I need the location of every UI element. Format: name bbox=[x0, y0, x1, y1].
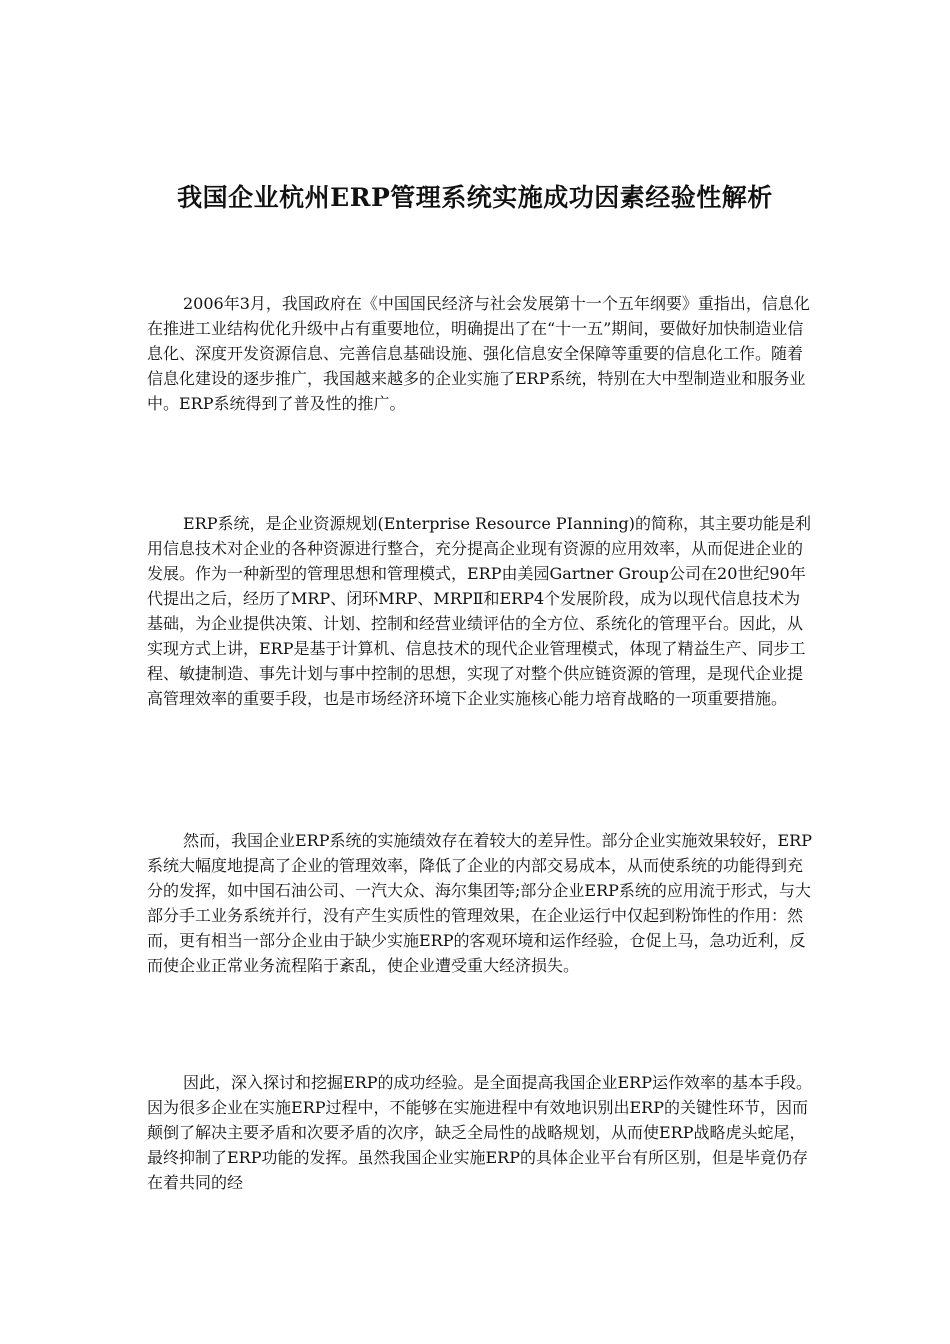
paragraph-performance-differences: 然而，我国企业ERP系统的实施绩效存在着较大的差异性。部分企业实施效果较好，ERP系统大幅度地提高了企业的管理效率，降低了企业的内部交易成本，从而使系统的功能得到充分的发挥，如中国石油公司、一汽大众、海尔集团等;部分企业ERP系统的应用流于形式，与大部分手工业务系统并行，没有产生实质性的管理效果，在企业运行中仅起到粉饰性的作用：然而，更有相当一部分企业由于缺少实施ERP的客观环境和运作经验，仓促上马，急功近利，反而使企业正常业务流程陷于紊乱，使企业遭受重大经济损失。 bbox=[147, 831, 812, 975]
paragraph-erp-definition: ERP系统，是企业资源规划(Enterprise Resource PIanning)的简称，其主要功能是利用信息技术对企业的各种资源进行整合，充分提高企业现有资源的应用效率，从而促进企业的发展。作为一种新型的管理思想和管理模式，ERP由美园Gartner Group公司在20世纪90年代提出之后，经历了MRP、闭环MRP、MRPⅡ和ERP4个发展阶段，成为以现代信息技术为基础，为企业提供决策、计划、控制和经营业绩评估的全方位、系统化的管理平台。因此，从实现方式上讲，ERP是基于计算机、信息技术的现代企业管理模式，体现了精益生产、同步工程、敏捷制造、事先计划与事中控制的思想，实现了对整个供应链资源的管理，是现代企业提高管理效率的重要手段，也是市场经济环境下企业实施核心能力培育战略的一项重要措施。 bbox=[147, 514, 812, 708]
paragraph-intro: 2006年3月，我国政府在《中国国民经济与社会发展第十一个五年纲要》重指出，信息化在推进工业结构优化升级中占有重要地位，明确提出了在“十一五”期间，要做好加快制造业信息化、深度开发资源信息、完善信息基础设施、强化信息安全保障等重要的信息化工作。随着信息化建设的逐步推广，我国越来越多的企业实施了ERP系统，特别在大中型制造业和服务业中。ERP系统得到了普及性的推广。 bbox=[147, 294, 810, 413]
document-title: 我国企业杭州ERP管理系统实施成功因素经验性解析 bbox=[177, 183, 773, 212]
paragraph-success-experience: 因此，深入探讨和挖掘ERP的成功经验。是全面提高我国企业ERP运作效率的基本手段。因为很多企业在实施ERP过程中，不能够在实施进程中有效地识别出ERP的关键性环节，因而颠倒了解决主要矛盾和次要矛盾的次序，缺乏全局性的战略规划，从而使ERP战略虎头蛇尾，最终抑制了ERP功能的发挥。虽然我国企业实施ERP的具体企业平台有所区别，但是毕竟仍存在着共同的经 bbox=[147, 1073, 812, 1192]
